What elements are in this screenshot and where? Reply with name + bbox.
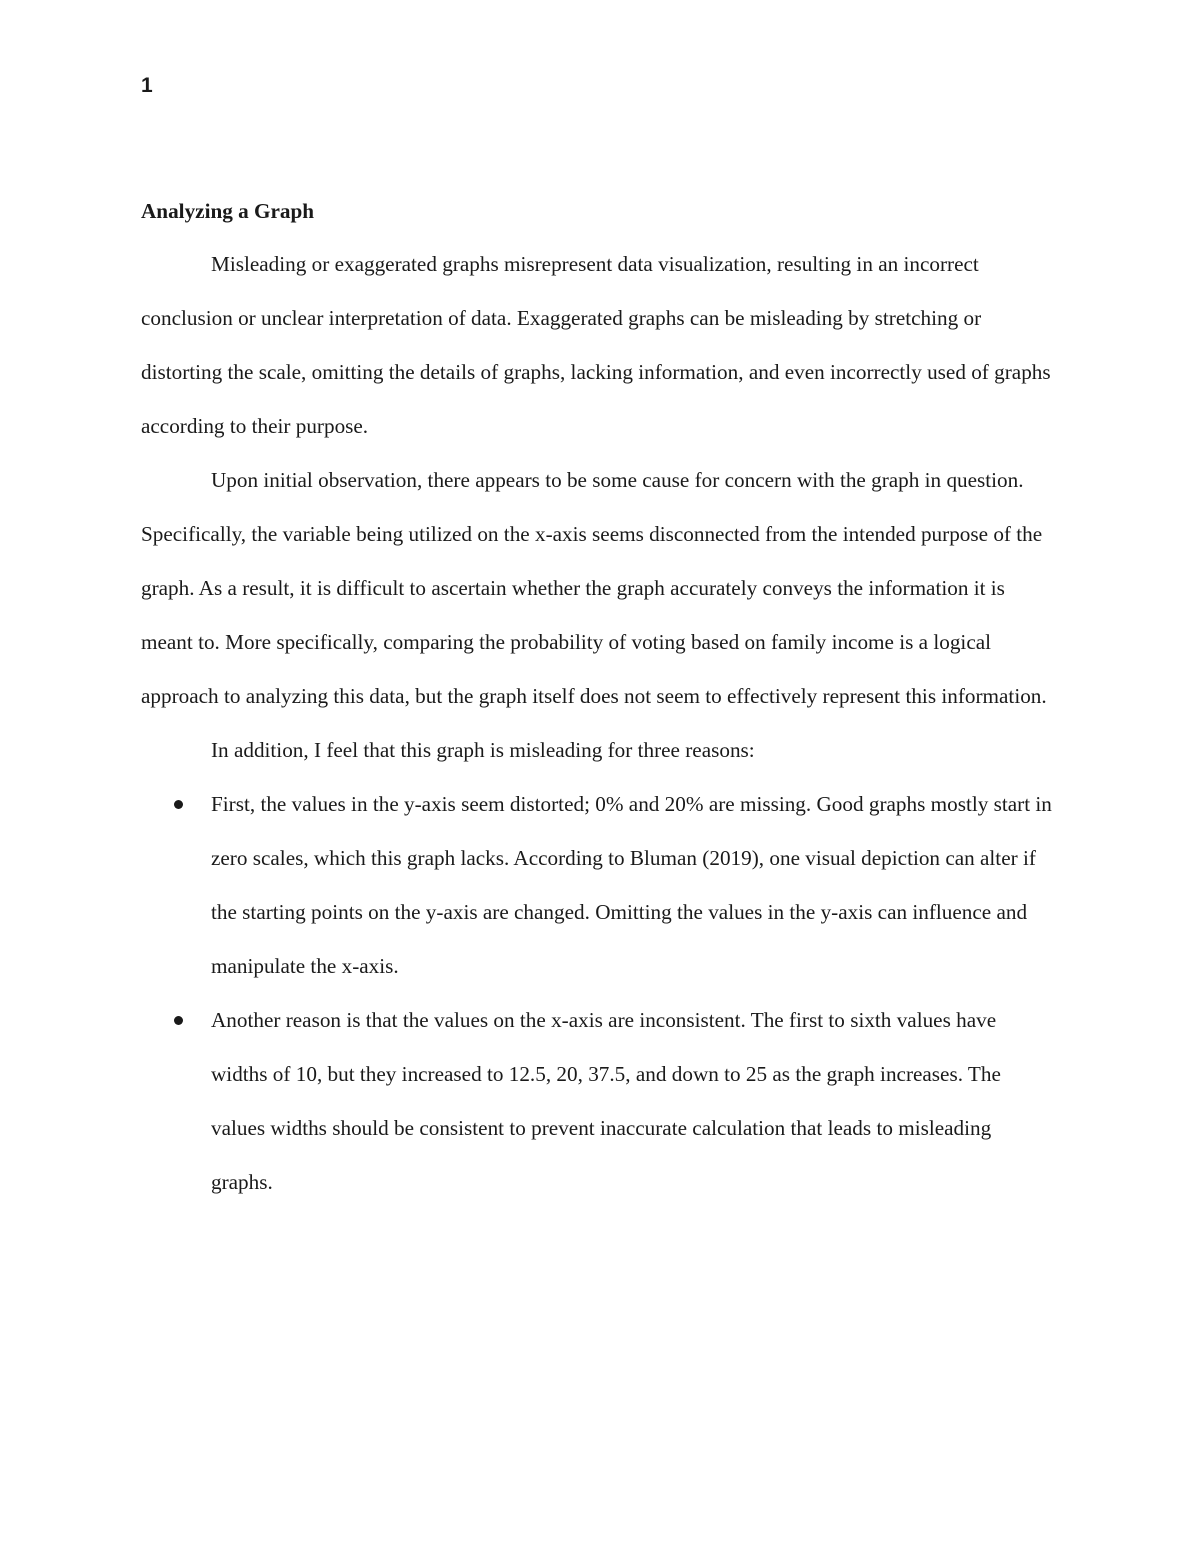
- document-title: Analyzing a Graph: [141, 199, 315, 223]
- paragraph-reasons-intro: In addition, I feel that this graph is misleading for three reasons:: [211, 738, 755, 762]
- reasons-list: [141, 777, 1056, 1209]
- page-number: 1: [141, 74, 153, 97]
- paragraph-observation: Upon initial observation, there appears to be some cause for concern with the graph in question. Specifically, the variable being utilized on the x-axis seems disconnected from the intended purpose of the graph. As a result, it is difficult to ascertain whether the graph accurately conveys the information it is meant to. More specifically, comparing the probability of voting based on family income is a logical approach to analyzing this data, but the graph itself does not seem to effectively represent this information.: [141, 468, 1047, 708]
- bullet-icon: [174, 800, 183, 809]
- paragraph-intro: Misleading or exaggerated graphs misrepresent data visualization, resulting in an incorrect conclusion or unclear interpretation of data. Exaggerated graphs can be misleading by stretching or distorting the scale, omitting the details of graphs, lacking information, and even incorrectly used of graphs according to their purpose.: [141, 252, 1051, 438]
- list-item-text: First, the values in the y-axis seem distorted; 0% and 20% are missing. Good graphs mostly start in zero scales, which this graph lacks. According to Bluman (2019), one visual depiction can alter if the starting points on the y-axis are changed. Omitting the values in the y-axis can influence and manipulate the x-axis.: [211, 792, 1052, 978]
- bullet-icon: [174, 1016, 183, 1025]
- list-item-text: Another reason is that the values on the x-axis are inconsistent. The first to sixth values have widths of 10, but they increased to 12.5, 20, 37.5, and down to 25 as the graph increases. The values widths should be consistent to prevent inaccurate calculation that leads to misleading graphs.: [211, 1008, 1001, 1194]
- list-item: [141, 993, 1056, 1209]
- document-body: [141, 196, 1056, 1209]
- list-item: [141, 777, 1056, 993]
